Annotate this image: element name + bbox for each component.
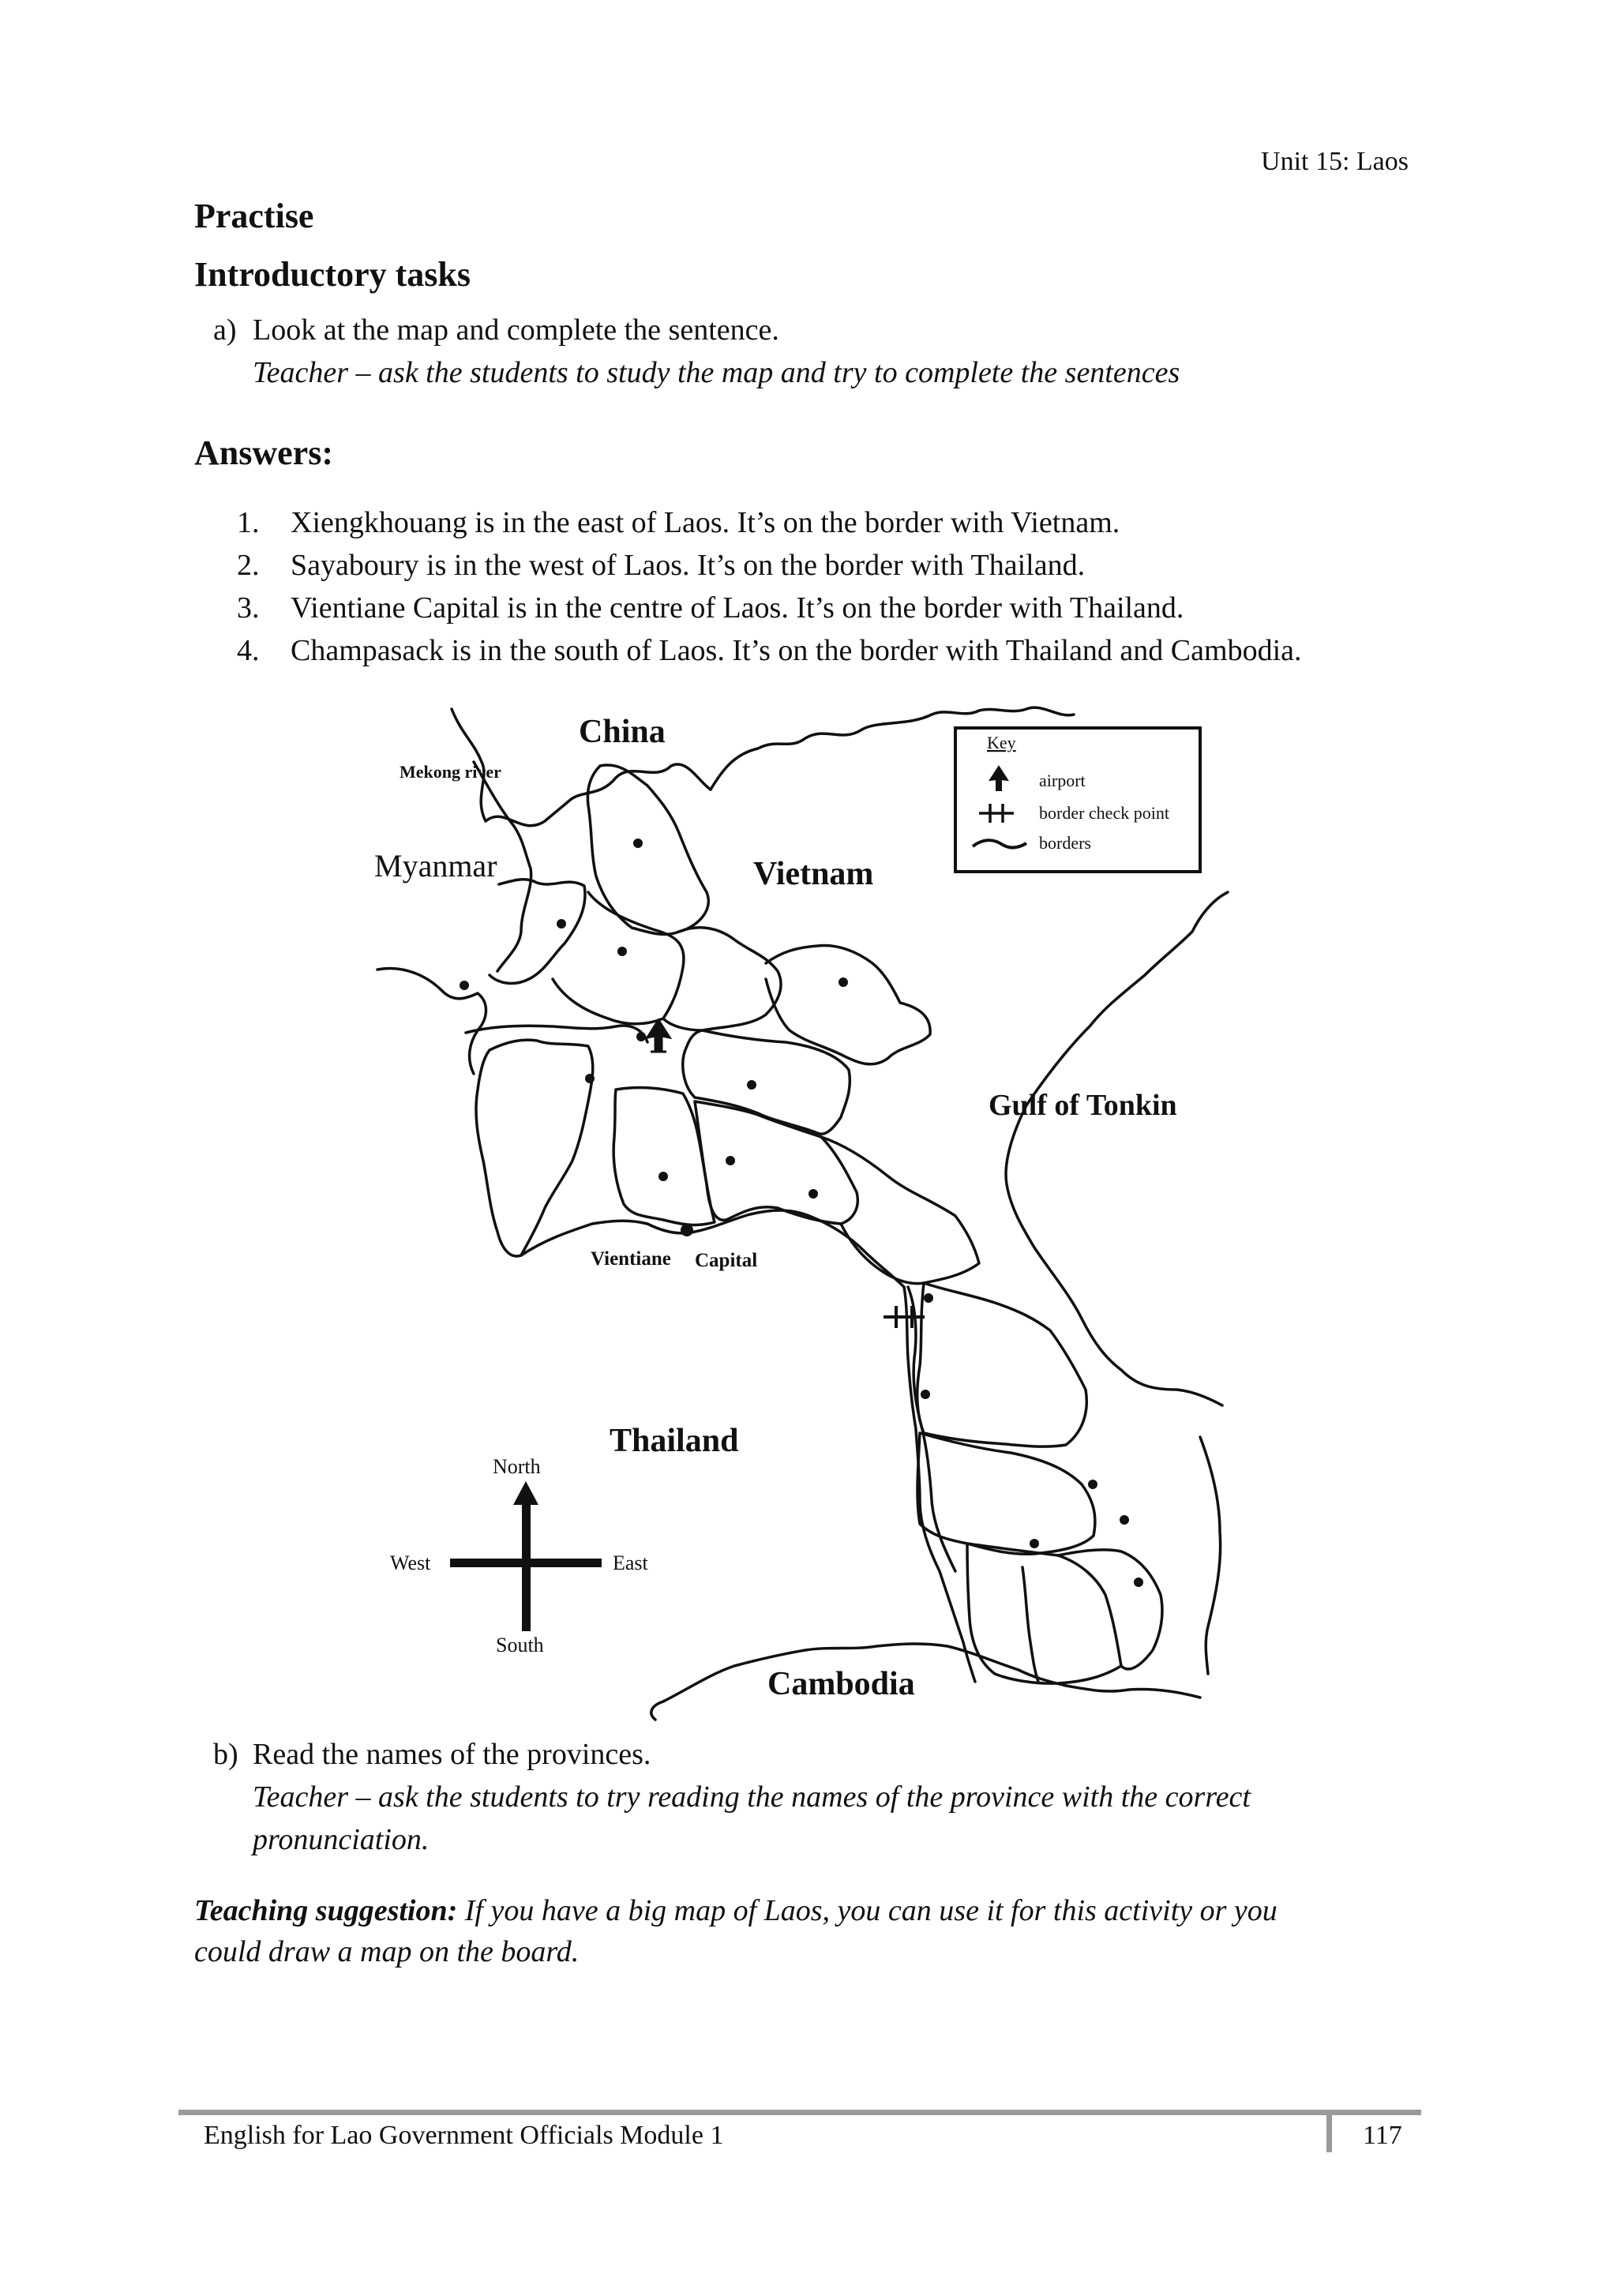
map-label-myanmar: Myanmar <box>374 848 497 884</box>
section-heading-practise: Practise <box>194 197 314 235</box>
cambodia-border-west <box>651 1701 663 1720</box>
teaching-suggestion <box>194 1890 1426 1972</box>
task-a-label: a) <box>213 313 237 347</box>
map-label-cambodia: Cambodia <box>767 1666 915 1702</box>
map-label-china: China <box>579 714 666 750</box>
laos-north-inner <box>553 892 684 1024</box>
page-number: 117 <box>1363 2121 1402 2150</box>
answer-number: 4. <box>237 634 260 667</box>
key-borders-label: borders <box>1039 833 1091 853</box>
map-label-mekong-river: Mekong river <box>400 762 501 782</box>
map-label-vietnam: Vietnam <box>753 856 874 892</box>
answer-number: 2. <box>237 549 260 582</box>
airport-icon <box>647 1020 670 1052</box>
task-b-teacher-note-line2: pronunciation. <box>253 1823 430 1856</box>
compass-west: West <box>390 1551 431 1574</box>
compass-north: North <box>493 1455 541 1478</box>
task-a-teacher-note: Teacher – ask the students to study the map and try to complete the sentences <box>253 356 1180 389</box>
laos-northwest-outline <box>490 880 585 984</box>
task-b-teacher-note-line1: Teacher – ask the students to try reading the names of the province with the correct <box>253 1780 1251 1814</box>
key-border-check-label: border check point <box>1039 803 1169 823</box>
footer-title: English for Lao Government Officials Module 1 <box>204 2121 724 2150</box>
south-province-c <box>967 1544 1121 1683</box>
map-label-vientiane: Vientiane <box>591 1248 671 1270</box>
vietnam-coast <box>1006 892 1228 1405</box>
sayaboury-province <box>476 1040 593 1256</box>
compass-south: South <box>496 1634 544 1656</box>
teaching-suggestion-line1: If you have a big map of Laos, you can use it for this activity or you <box>464 1894 1277 1927</box>
list-item <box>237 633 1302 676</box>
vietnam-coast-south <box>1200 1437 1221 1674</box>
myanmar-border <box>377 969 486 1074</box>
compass <box>390 1455 649 1656</box>
key-title: Key <box>987 733 1016 752</box>
map-label-thailand: Thailand <box>610 1423 739 1459</box>
river-south-branch <box>1022 1567 1038 1682</box>
answers-heading: Answers: <box>194 433 333 472</box>
list-item <box>237 591 1302 633</box>
mekong-double <box>466 1026 647 1042</box>
unit-header: Unit 15: Laos <box>1261 147 1409 176</box>
south-province-b <box>917 1433 1095 1554</box>
answer-text: Champasack is in the south of Laos. It’s on the border with Thailand and Cambodia. <box>291 634 1302 667</box>
key-airport-label: airport <box>1039 771 1086 790</box>
teaching-suggestion-line2: could draw a map on the board. <box>194 1935 580 1968</box>
task-b-label: b) <box>213 1738 238 1771</box>
teaching-suggestion-label: Teaching suggestion: <box>194 1894 458 1927</box>
compass-east: East <box>613 1551 648 1574</box>
central-province-a <box>613 1088 715 1225</box>
footer-rule <box>178 2110 1421 2115</box>
answer-text: Sayaboury is in the west of Laos. It’s on the border with Thailand. <box>291 549 1086 582</box>
laos-map <box>363 695 1240 1721</box>
list-item <box>237 505 1302 548</box>
south-central-province <box>821 1137 979 1284</box>
task-a <box>213 313 1476 400</box>
task-a-text: Look at the map and complete the sentence. <box>253 313 779 347</box>
north-arrow-icon <box>513 1481 538 1505</box>
map-label-capital: Capital <box>695 1250 758 1271</box>
answer-number: 1. <box>237 506 260 539</box>
answer-text: Vientiane Capital is in the centre of Laos. It’s on the border with Thailand. <box>291 591 1184 625</box>
answer-text: Xiengkhouang is in the east of Laos. It’s on the border with Vietnam. <box>291 506 1120 539</box>
laos-east-province <box>766 945 930 1064</box>
list-item <box>237 548 1302 591</box>
map-key <box>955 728 1200 872</box>
answers-list <box>237 505 1302 676</box>
map-label-gulf-of-tonkin: Gulf of Tonkin <box>989 1089 1177 1122</box>
answer-number: 3. <box>237 591 260 625</box>
task-b-text: Read the names of the provinces. <box>253 1738 651 1771</box>
task-b <box>213 1737 1476 1863</box>
section-heading-introductory-tasks: Introductory tasks <box>194 255 471 294</box>
border-check-point-icon <box>884 1306 925 1328</box>
south-province-a <box>917 1283 1087 1446</box>
footer-divider <box>1326 2110 1332 2152</box>
